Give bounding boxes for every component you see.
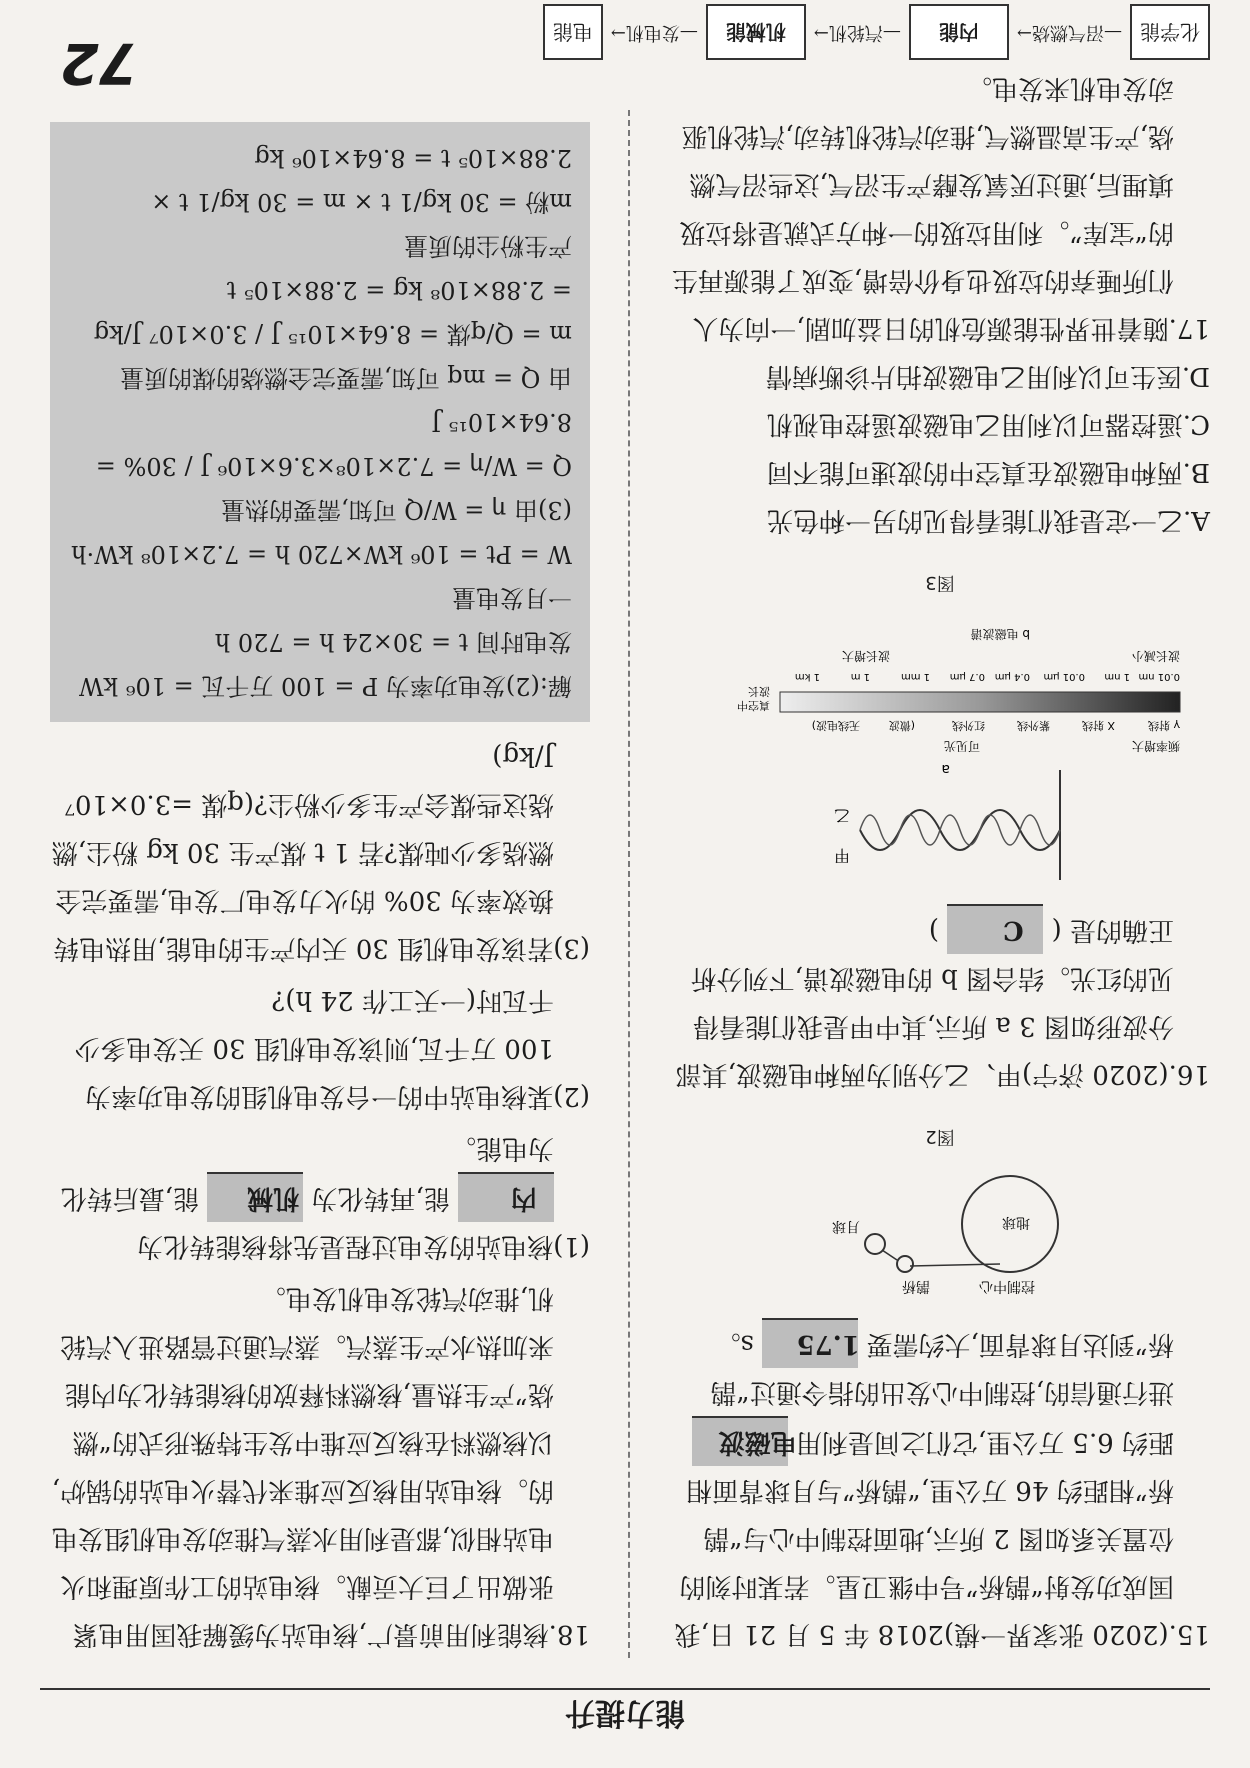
solution-line: 解:(2)发电功率为 P = 100 万千瓦 = 10⁶ kW [78,672,572,700]
spectrum-uv: 紫外线 [1017,719,1050,732]
spectrum-gamma: γ 射线 [1147,719,1180,732]
q18-sub-2: (2)某核电站中的一台发电机组的发电功率为 100 万千瓦,则该发电机组 30 天发电多少千瓦时(一天工作 24 h)? [74,985,590,1111]
q16-option-d: D.医生可以利用乙电磁波拍片诊断病情 [765,361,1210,391]
wave-label-jia: 甲 [833,846,850,865]
question-18: 18.核能利用前景广,核电站为缓解我国用电紧张做出了巨大贡献。核电站的工作原理和火电站相似,都是利用水蒸气推动发电机组发电的。核电站用核反应堆来代替火电站的锅炉,以核燃料在核反应堆中发生特殊形式的“燃烧”产生热量,核燃料释放的核能转化为内能来加热水产生蒸汽。蒸汽通过管路进入汽轮机,推动汽轮发电机发电。 [51,1283,590,1649]
q16-text: 16.(2020 济宁)甲、乙分别为两种电磁波,其部分波形如图 3 a 所示,其中甲是我们能看得见的红光。结合图 b 的电磁波谱,下列分析正确的是 [675,915,1210,1089]
q16-option-c: C.遥控器可以利用乙电磁波遥控电视机 [766,409,1210,439]
figure-2 [670,1112,1210,1304]
q17-sub-1 [670,0,1210,4]
wave-diagram [790,760,1090,890]
spectrum-radio: 无线电波) [811,719,860,732]
flow-edge-2: —汽轮机→ [813,22,901,43]
q15-answer-1: 电磁波 [692,1416,788,1466]
spectrum-tick-5: 1 mm [900,671,930,682]
question-16: 16.(2020 济宁)甲、乙分别为两种电磁波,其部分波形如图 3 a 所示,其中甲是我们能看得见的红光。结合图 b 的电磁波谱,下列分析正确的是 ( C ) [670,904,1210,1098]
flow-box-3: 机械能 [706,4,806,60]
q15-text-2: 进行通信的,控制中心发出的指令通过“鹊桥”到达月球背面,大约需要 [710,1329,1174,1407]
q18-answer-2: 机械 [207,1172,303,1222]
solution-line: m = Q/q煤 = 8.64×10¹⁵ J / 3.0×10⁷ J/kg = 2.88×10⁸ kg = 2.88×10⁵ t [93,276,572,348]
question-15 [670,1318,1210,1658]
page-number: 72 [60,30,138,95]
right-column [50,122,590,1658]
earth-moon-diagram [800,1164,1080,1304]
solution-line: m粉 = 30 kg/1 t × m = 30 kg/1 t × 2.88×10⁵ t = 8.64×10⁶ kg [151,144,572,216]
flow-edge-1: —沼气燃烧→ [1016,22,1122,43]
flow-end: 电能 [543,4,603,60]
q15-text: 15.(2020 张家界一模)2018 年 5 月 21 日,我国成功发射“鹊桥”号中继卫星。若某时刻的位置关系如图 2 所示,地面控制中心与“鹊桥”相距约 46 万公里,“鹊桥”与月球背面相距约 6.5 万公里,它们之间是利用 [674,1427,1210,1649]
flow-start: 化学能 [1130,4,1210,60]
solution-line: 一月发电量 [452,584,572,612]
solution-line: Q = W/η = 7.2×10⁸×3.6×10⁶ J / 30% = 8.64×10¹⁵ J [95,408,572,480]
header [40,1688,1210,1750]
spectrum-freq-increase: 频率增大 [1131,739,1180,753]
q16-options [670,352,1210,544]
spectrum-wl-decrease: 波长减小 [1131,649,1180,663]
spectrum-wl-increase: 波长增大 [841,649,890,663]
em-spectrum [690,610,1190,760]
spectrum-tick-2: 0.01 μm [1043,671,1085,682]
wave-label-a: a [941,761,950,777]
spectrum-tick-7: 1 km [794,671,820,682]
solution-line: (3)由 η = W/Q 可知,需要的热量 [220,496,572,524]
q16-option-b: B.两种电磁波在真空中的波速可能不同 [766,457,1210,487]
q16-option-a: A.乙一定是我们能看得见的另一种色光 [766,505,1210,535]
q18-sub-1: (1)核电站的发电过程是先将核能转化为 内 能,再转化为 机械 能,最后转化为电能。 [60,1133,590,1261]
spectrum-tick-1: 1 nm [1104,671,1130,682]
spectrum-b-label: b 电磁波谱 [970,627,1030,641]
q18-solution [50,122,590,722]
q15-answer-2: 1.75 [762,1318,858,1368]
spectrum-tick-6: 1 m [850,671,870,682]
figure-2-caption: 图2 [925,1126,955,1147]
q16-answer: C [947,904,1043,954]
figure-3-caption: 图3 [925,572,955,593]
spectrum-xray: X 射线 [1081,719,1115,732]
solution-line: 发电时间 t = 30×24 h = 720 h [214,628,572,656]
column-divider [628,110,630,1658]
fig2-label-earth: 地球 [1002,1214,1030,1230]
wave-label-yi: 乙 [833,806,850,825]
fig2-label-bridge: 鹊桥 [902,1278,930,1294]
q18-answer-1: 内 [458,1172,554,1222]
spectrum-visible-light: 可见光 [943,739,980,753]
figure-3 [670,558,1210,890]
energy-flow [552,4,1210,60]
spectrum-side-1: 真空中 [737,699,770,712]
flow-box-2: 内能 [909,4,1009,60]
spectrum-tick-0: 0.01 nm [1138,671,1180,682]
spectrum-tick-4: 0.7 μm [949,671,985,682]
spectrum-microwave: (微波 [888,719,915,732]
q17-text: 17.随着世界性能源危机的日益加剧,一向为人们所唾弃的垃圾也身价倍增,变成了能源再生的“宝库”。利用垃圾的一种方式就是将垃圾填埋后,通过厌氧发酵产生沼气,这些沼气燃烧,产生高温燃气,推动汽轮机转动,汽轮机驱动发电机来发电。 [671,73,1210,343]
spectrum-tick-3: 0.4 μm [994,671,1030,682]
section-title: 能力提升 [565,1695,685,1730]
spectrum-ir: 红外线 [952,719,985,732]
solution-line: 由 Q = mq 可知,需要完全燃烧的煤的质量 [119,364,572,392]
solution-line: 产生粉尘的质量 [404,232,572,260]
spectrum-side-2: 波长 [748,685,770,698]
solution-line: W = Pt = 10⁶ kW×720 h = 7.2×10⁸ kW·h [71,540,572,568]
left-column [552,0,1210,1658]
fig2-label-control: 控制中心 [979,1278,1035,1294]
q18-sub-3: (3)若该发电机组 30 天内产生的电能,用热电转换效率为 30% 的火力发电厂发电,需要完全燃烧多少吨煤?若 1 t 煤产生 30 kg 粉尘,燃烧这些煤会产生多少粉尘?(q煤 =3.0×10⁷ J/kg) [51,741,590,963]
fig2-label-moon: 月球 [832,1218,860,1234]
flow-edge-3: —发电机→ [610,22,698,43]
q15-text-3: s。 [714,1329,754,1359]
question-17 [670,64,1210,352]
